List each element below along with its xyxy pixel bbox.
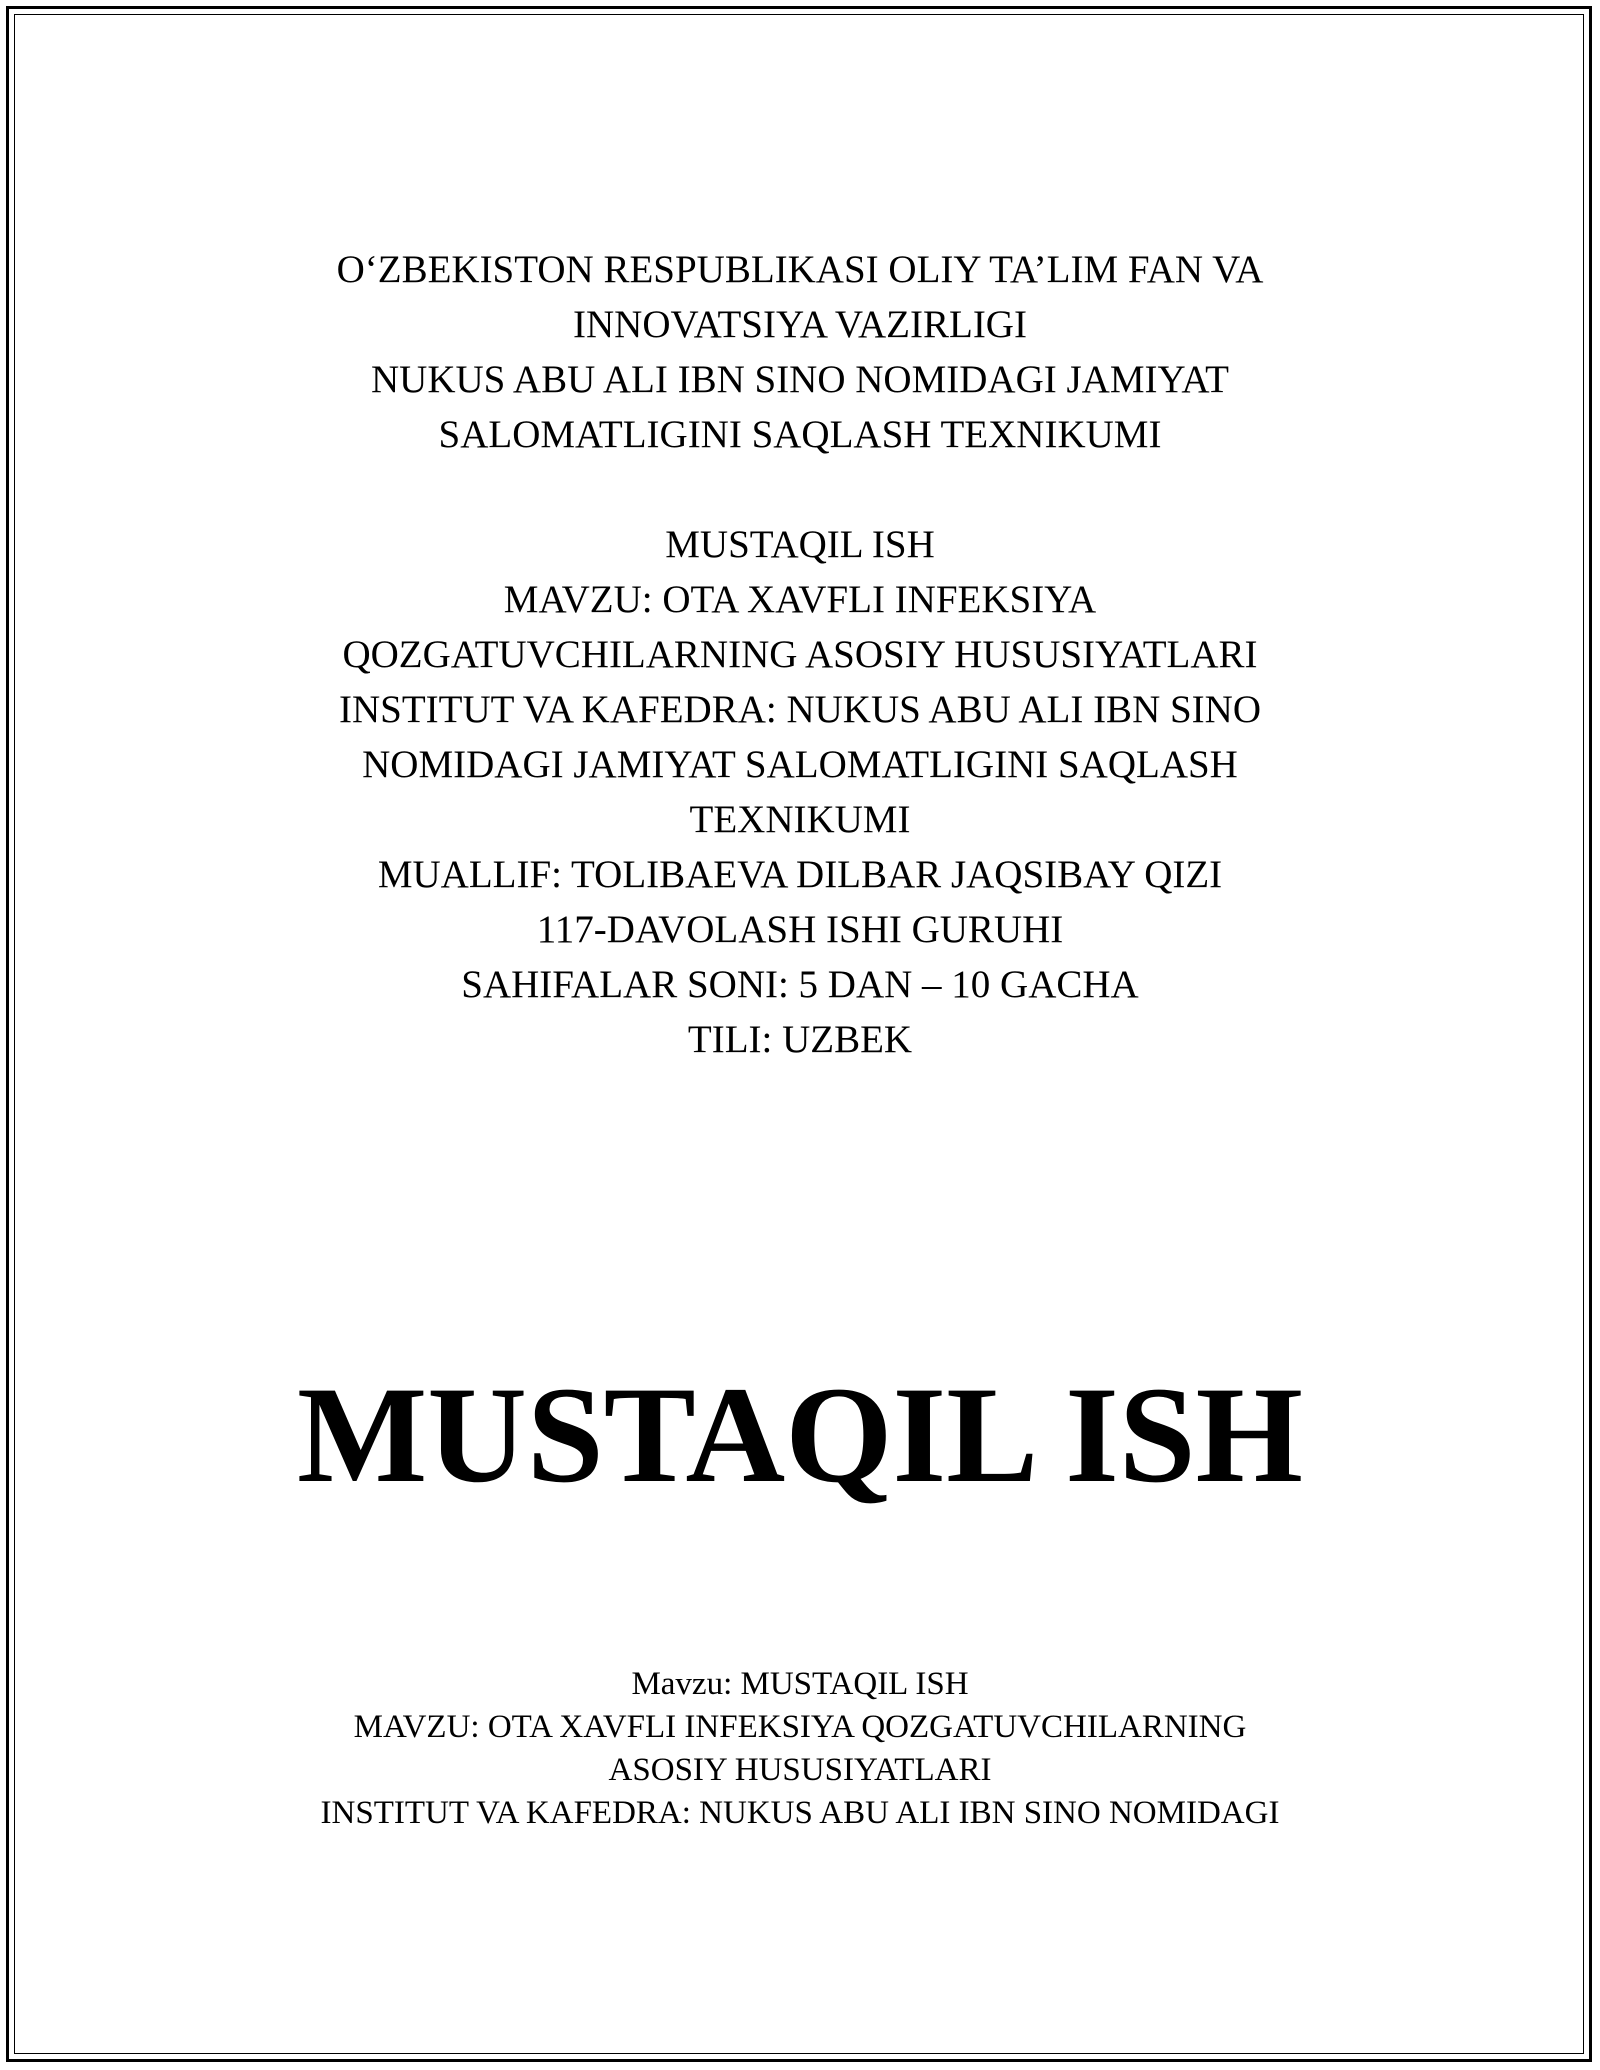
footer-topic-line: Mavzu: MUSTAQIL ISH	[631, 1666, 969, 1702]
header-spacer	[200, 462, 1400, 517]
department-line-2: NOMIDAGI JAMIYAT SALOMATLIGINI SAQLASH	[362, 743, 1238, 786]
header-block	[200, 242, 1400, 1067]
institution-line-1: NUKUS ABU ALI IBN SINO NOMIDAGI JAMIYAT	[370, 358, 1230, 401]
group-line: 117-DAVOLASH ISHI GURUHI	[536, 908, 1064, 951]
page-count-line: SAHIFALAR SONI: 5 DAN – 10 GACHA	[461, 963, 1139, 1006]
document-title: MUSTAQIL ISH	[297, 1358, 1303, 1511]
department-line-3: TEXNIKUMI	[689, 798, 911, 841]
institution-line-2: SALOMATLIGINI SAQLASH TEXNIKUMI	[438, 413, 1162, 456]
footer-department-line: INSTITUT VA KAFEDRA: NUKUS ABU ALI IBN SINO NOMIDAGI	[320, 1795, 1280, 1831]
work-type: MUSTAQIL ISH	[665, 523, 935, 566]
topic-line-2: QOZGATUVCHILARNING ASOSIY HUSUSIYATLARI	[342, 633, 1258, 676]
topic-line-1: MAVZU: OTA XAVFLI INFEKSIYA	[503, 578, 1097, 621]
footer-subject-line-2: ASOSIY HUSUSIYATLARI	[608, 1752, 992, 1788]
department-line-1: INSTITUT VA KAFEDRA: NUKUS ABU ALI IBN SINO	[338, 688, 1261, 731]
footer-subject-line-1: MAVZU: OTA XAVFLI INFEKSIYA QOZGATUVCHILARNING	[353, 1709, 1247, 1745]
footer-block	[200, 1663, 1400, 1835]
author-line: MUALLIF: TOLIBAEVA DILBAR JAQSIBAY QIZI	[377, 853, 1223, 896]
ministry-line-1: O‘ZBEKISTON RESPUBLIKASI OLIY TA’LIM FAN VA	[336, 248, 1264, 291]
language-line: TILI: UZBEK	[687, 1018, 913, 1061]
ministry-line-2: INNOVATSIYA VAZIRLIGI	[573, 303, 1027, 346]
